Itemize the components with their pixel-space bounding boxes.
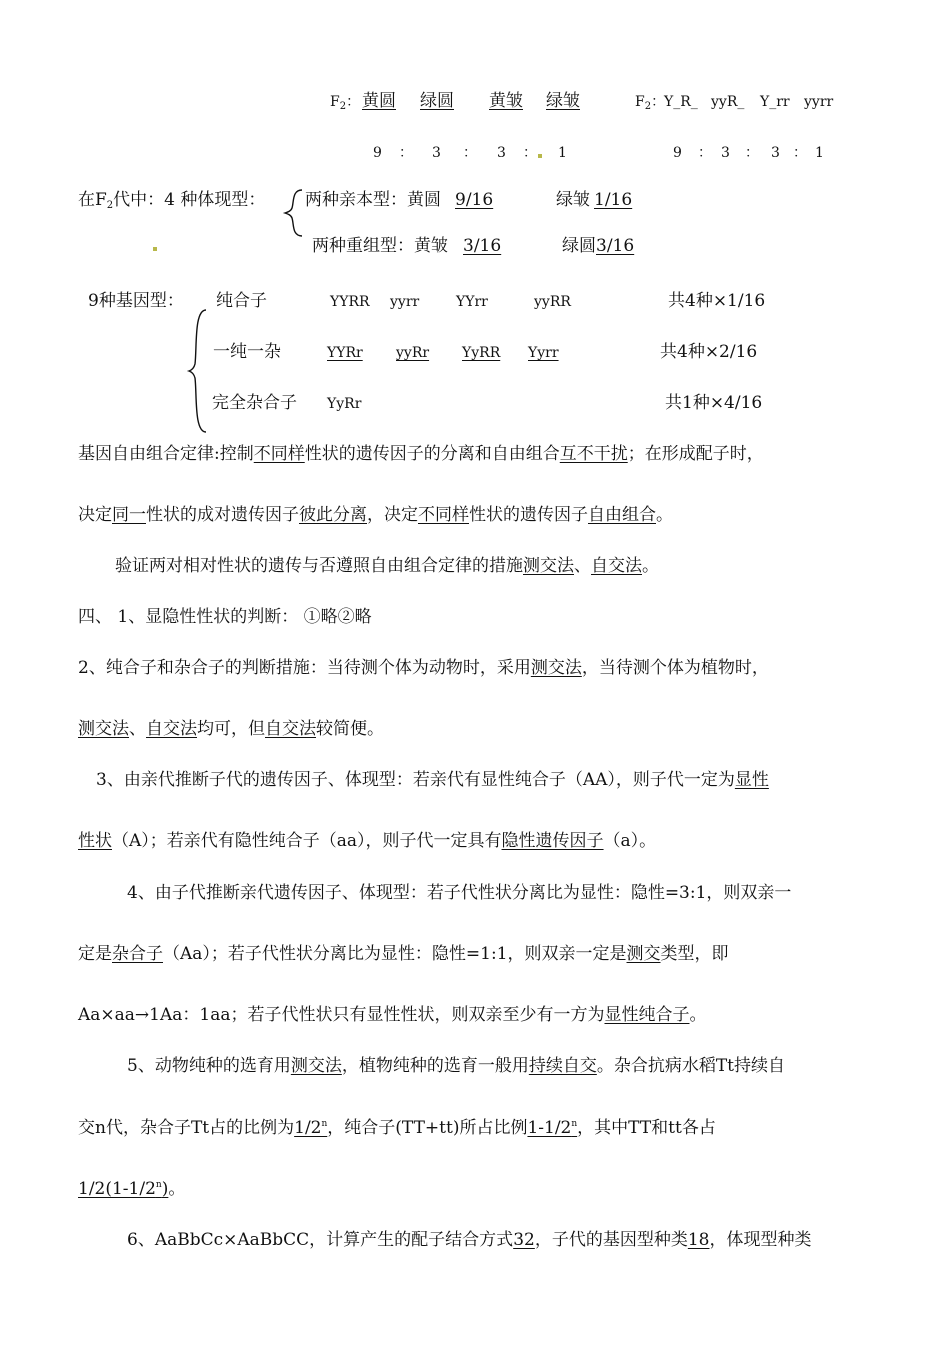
law-line-1: 基因自由组合定律:控制不同样性状的遗传因子的分离和自由组合互不干扰；在形成配子时， <box>78 444 764 464</box>
pheno-item: 黄圆 <box>362 91 396 111</box>
genotype-item: yyRR <box>534 294 571 310</box>
pheno-item: 绿皱 <box>546 91 580 111</box>
parental-label-2: 绿皱 <box>556 190 590 210</box>
parental-label: 两种亲本型：黄圆 <box>305 190 441 210</box>
verify-line: 验证两对相对性状的遗传与否遵照自由组合定律的措施测交法、自交法。 <box>115 556 659 576</box>
ratio-sep: ： <box>463 145 477 161</box>
parental-value-2: 1/16 <box>594 190 633 210</box>
geno-item: Y_rr <box>760 94 790 110</box>
sec4-p4-line2: 定是杂合子（Aa）；若子代性状分离比为显性：隐性=1:1，则双亲一定是测交类型，即 <box>78 944 729 964</box>
recomb-label: 两种重组型：黄皱 <box>312 236 448 256</box>
recomb-value: 3/16 <box>463 236 502 256</box>
genotype-total: 共1种×4/16 <box>665 393 763 413</box>
stray-mark <box>538 154 542 158</box>
stray-mark <box>153 247 157 251</box>
sec4-p5-line2: 交n代，杂合子Tt占的比例为1/2$^n$，纯合子(TT+tt)所占比例1-1/2$^n$，其中TT和tt各占 <box>78 1118 716 1138</box>
ratio-num: 1 <box>558 145 567 161</box>
recomb-value-2: 3/16 <box>596 236 635 256</box>
genotype-item: yyRr <box>396 345 430 361</box>
ratio-num: 9 <box>673 145 682 161</box>
brace-icon <box>186 308 210 434</box>
ratio-sep: ： <box>793 145 807 161</box>
pheno-item: 绿圆 <box>420 91 454 111</box>
genotype-row-label: 一纯一杂 <box>213 342 281 362</box>
genotype-row-label: 完全杂合子 <box>212 393 297 413</box>
genotype-item: YyRR <box>462 345 501 361</box>
phenotype-lead: 在$F_2$代中：4 种体现型： <box>78 190 266 211</box>
genotype-total: 共4种×1/16 <box>668 291 766 311</box>
genotype-total: 共4种×2/16 <box>660 342 758 362</box>
sec4-p5-line3: 1/2(1-1/2$^n$)。 <box>78 1179 186 1199</box>
ratio-sep: ： <box>698 145 712 161</box>
ratio-sep: ： <box>523 145 537 161</box>
geno-item: yyrr <box>804 94 834 110</box>
law-line-2: 决定同一性状的成对遗传因子彼此分离，决定不同样性状的遗传因子自由组合。 <box>78 505 673 525</box>
sec4-p6-line1: 6、AaBbCc×AaBbCC，计算产生的配子结合方式32，子代的基因型种类18，体现型种类 <box>127 1230 812 1250</box>
geno-item: Y_R_ <box>664 94 698 110</box>
genotype-item: YYRR <box>330 294 370 310</box>
f2-geno-label: $F_2$： <box>635 94 666 112</box>
genotype-title: 9种基因型： <box>88 291 184 311</box>
sec4-p5-line1: 5、动物纯种的选育用测交法，植物纯种的选育一般用持续自交。杂合抗病水稻Tt持续自 <box>127 1056 785 1076</box>
sec4-heading: 四、 1、显隐性性状的判断： ①略②略 <box>78 607 372 627</box>
parental-value: 9/16 <box>455 190 494 210</box>
genotype-row-label: 纯合子 <box>216 291 267 311</box>
sec4-p4-line1: 4、由子代推断亲代遗传因子、体现型：若子代性状分离比为显性：隐性=3:1，则双亲一 <box>127 883 792 903</box>
recomb-label-2: 绿圆 <box>562 236 596 256</box>
f2-pheno-label: $F_2$： <box>330 94 361 112</box>
pheno-item: 黄皱 <box>489 91 523 111</box>
genotype-item: yyrr <box>390 294 420 310</box>
ratio-num: 3 <box>497 145 506 161</box>
ratio-num: 3 <box>771 145 780 161</box>
geno-item: yyR_ <box>711 94 745 110</box>
sec4-p3-line1: 3、由亲代推断子代的遗传因子、体现型：若亲代有显性纯合子（AA），则子代一定为显性 <box>96 770 769 790</box>
sec4-p2-line1: 2、纯合子和杂合子的判断措施：当待测个体为动物时，采用测交法，当待测个体为植物时， <box>78 658 769 678</box>
genotype-item: YyRr <box>327 396 362 412</box>
genotype-item: Yyrr <box>528 345 559 361</box>
sec4-p4-line3: Aa×aa→1Aa：1aa；若子代性状只有显性性状，则双亲至少有一方为显性纯合子。 <box>78 1005 707 1025</box>
sec4-p2-line2: 测交法、自交法均可，但自交法较简便。 <box>78 719 384 739</box>
ratio-num: 3 <box>432 145 441 161</box>
genotype-item: YYrr <box>456 294 488 310</box>
ratio-num: 9 <box>373 145 382 161</box>
genotype-item: YYRr <box>327 345 363 361</box>
brace-icon <box>282 188 306 238</box>
ratio-num: 1 <box>815 145 824 161</box>
ratio-sep: ： <box>745 145 759 161</box>
ratio-num: 3 <box>721 145 730 161</box>
sec4-p3-line2: 性状（A）；若亲代有隐性纯合子（aa），则子代一定具有隐性遗传因子（a）。 <box>78 831 657 851</box>
ratio-sep: ： <box>399 145 413 161</box>
